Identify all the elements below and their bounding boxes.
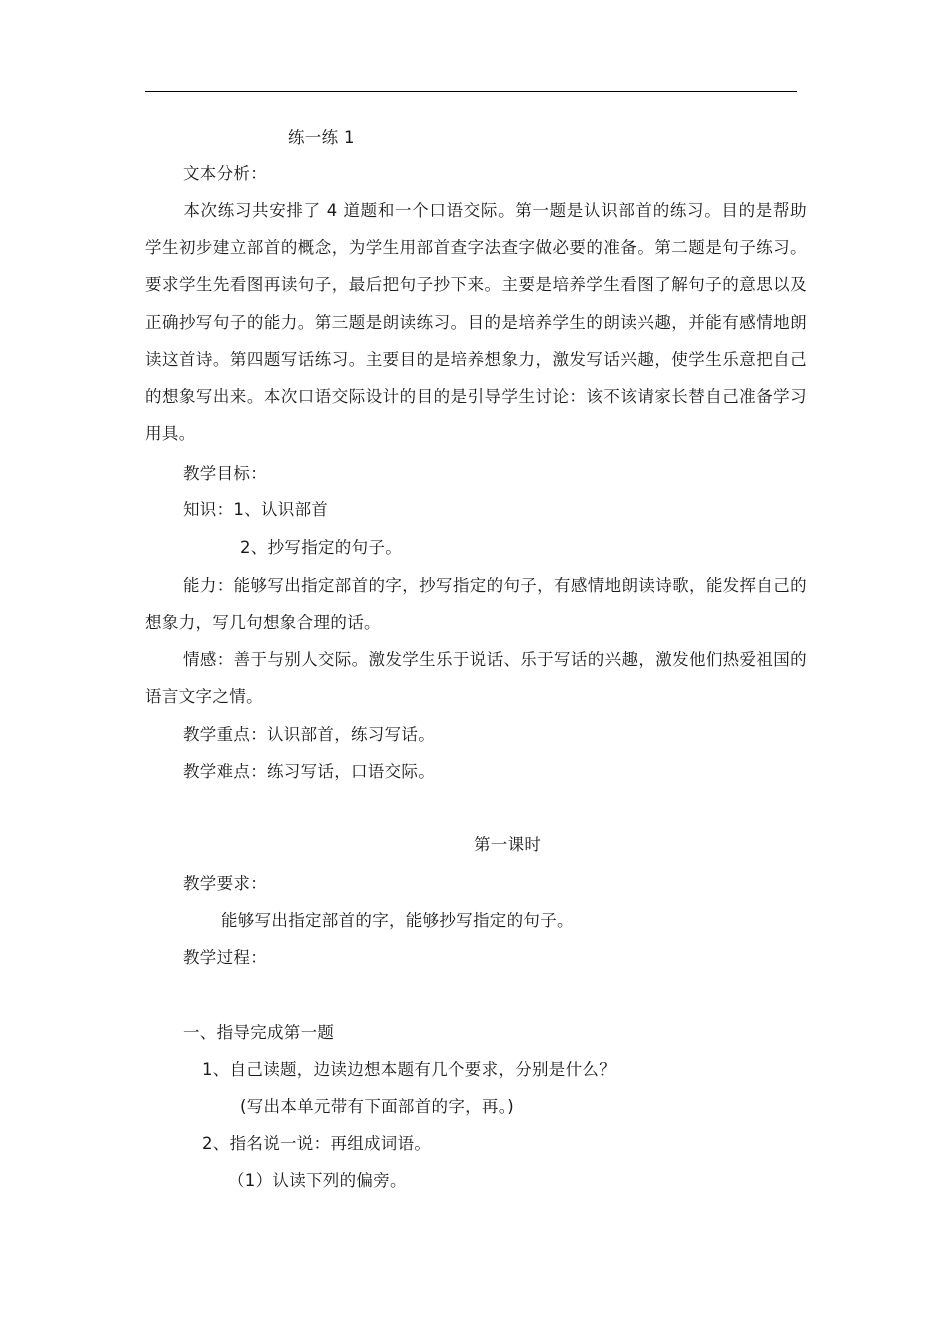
goals-heading: 教学目标：	[183, 464, 267, 483]
key-points: 教学重点：认识部首，练习写话。	[183, 725, 435, 744]
step-1-2: 2、指名说一说：再组成词语。	[202, 1134, 432, 1153]
document-title: 练一练 1	[288, 128, 355, 147]
text-analysis-body: 本次练习共安排了 4 道题和一个口语交际。第一题是认识部首的练习。目的是帮助学生初步建立部首的概念，为学生用部首查字法查字做必要的准备。第二题是句子练习。要求学生先看图再读句子，最后把句子抄下来。主要是培养学生看图了解句子的意思以及正确抄写句子的能力。第三题是朗读练习。目的是培养学生的朗读兴趣，并能有感情地朗读这首诗。第四题写话练习。主要目的是培养想象力，激发写话兴趣，使学生乐意把自己的想象写出来。本次口语交际设计的目的是引导学生讨论：该不该请家长替自己准备学习用具。	[145, 201, 807, 444]
emotion-text: 情感：善于与别人交际。激发学生乐于说话、乐于写话的兴趣，激发他们热爱祖国的语言文字之情。	[145, 650, 807, 707]
step-1-2-1: （1）认读下列的偏旁。	[228, 1171, 407, 1190]
step-1-1: 1、自己读题，边读边想本题有几个要求，分别是什么？	[202, 1060, 616, 1079]
ability-paragraph	[145, 567, 807, 643]
ability-text: 能力：能够写出指定部首的字，抄写指定的句子，有感情地朗读诗歌，能发挥自己的想象力，写几句想象合理的话。	[145, 576, 807, 633]
header-rule	[145, 91, 797, 92]
step-1-heading: 一、指导完成第一题	[183, 1023, 335, 1042]
emotion-paragraph	[145, 641, 807, 717]
knowledge-item-2: 2、抄写指定的句子。	[240, 538, 402, 557]
step-1-1-note: (写出本单元带有下面部首的字，再。)	[240, 1097, 515, 1116]
requirements-heading: 教学要求：	[183, 874, 267, 893]
text-analysis-heading: 文本分析：	[183, 164, 267, 183]
requirements-body: 能够写出指定部首的字，能够抄写指定的句子。	[221, 911, 574, 930]
text-analysis-paragraph	[145, 192, 807, 454]
difficulties: 教学难点：练习写话，口语交际。	[183, 762, 435, 781]
lesson-title: 第一课时	[474, 835, 542, 854]
process-heading: 教学过程：	[183, 948, 267, 967]
knowledge-item-1: 知识：1、认识部首	[183, 500, 329, 519]
